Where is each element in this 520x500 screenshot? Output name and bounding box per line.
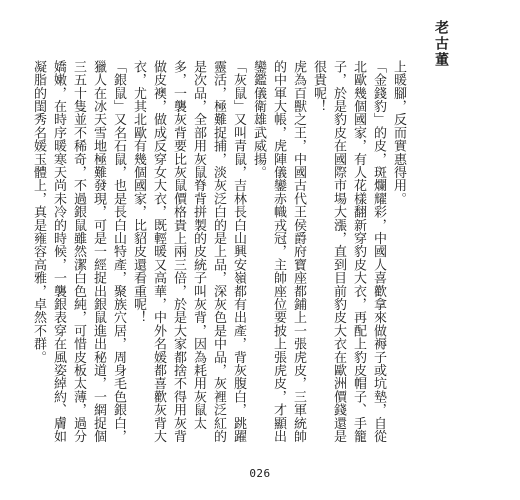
paragraph: 虎為百獸之王，中國古代王侯爵府寶座都鋪上一張虎皮，三軍統帥的中軍大帳，虎陣儀鑾赤幟戎冠，主帥座位要披上張虎皮，才顯出鑾鑑儀衛雄武威揚。 [251, 60, 306, 443]
page-number: 026 [249, 467, 271, 480]
paragraph: 「銀鼠」又名石鼠，也是長白山特產，聚族穴居，周身毛色銀白，獵人在冰天雪地極難發現，可是一經捉出銀鼠進出秘道，一網捉個三五十隻並不稀奇，不過銀鼠雖然潔白色純，可惜皮板太薄，過分嬌嫩，在時序暖寒天尚未冷的時候，一襲銀表穿在風姿綽約、膚如凝脂的閨秀名媛玉體上，真是雍容高雅，卓然不群。 [31, 60, 126, 443]
page-header-title: 老古董 [433, 20, 449, 68]
paragraph: 「灰鼠」又叫青鼠，吉林長白山興安嶺都有出產，背灰腹白，跳躍靈活，極難捉捕，淡灰泛白的是上品，深灰色是中品，灰裡泛紅的是次品，全部用灰鼠脊背拼製的皮統子叫灰背，因為耗用灰鼠太多，一襲灰背要比灰鼠價格貴上兩三倍，於是大家都捨不得用灰背做皮襖，做成反穿女大衣，既輕暖又高華，中外名媛都喜歡灰背大衣，尤其北歐有幾個國家，比貂皮還看重呢！ [131, 60, 246, 443]
paragraph: 「金錢豹」的皮，斑爛耀彩，中國人喜歡拿來做褥子或坑墊，自從北歐幾個國家，有人花樣翻新穿豹皮大衣，再配上豹皮帽子、手籠子，於是豹皮在國際市場大漲，直到目前豹皮大衣在歐洲價錢還是很貴呢！ [311, 60, 386, 443]
paragraph: 上暖腳，反而實惠得用。 [391, 60, 406, 206]
body-text [31, 60, 408, 448]
